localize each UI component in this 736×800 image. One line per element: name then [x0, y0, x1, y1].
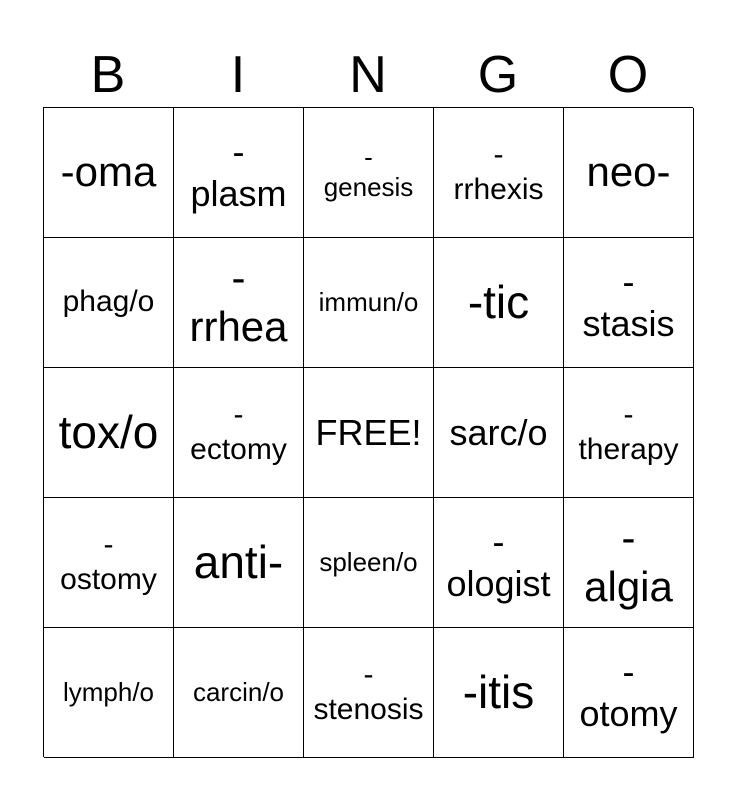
bingo-cell[interactable] [304, 108, 434, 238]
cell-label: anti- [193, 536, 284, 589]
cell-label: - plasm [190, 131, 287, 214]
cell-label: - rrhexis [453, 138, 544, 206]
header-letter-i: I [230, 46, 246, 104]
cell-label: lymph/o [62, 676, 155, 707]
bingo-cell[interactable] [564, 628, 694, 758]
header-letter-b: B [90, 46, 126, 104]
cell-label: - ologist [446, 521, 551, 604]
bingo-header [43, 44, 693, 106]
header-letter-o: O [607, 46, 649, 104]
cell-label: FREE! [315, 411, 422, 453]
cell-label: tox/o [58, 406, 159, 459]
cell-label: immun/o [318, 286, 419, 317]
cell-label: - rrhea [189, 254, 288, 350]
bingo-cell[interactable] [44, 108, 174, 238]
bingo-cell[interactable] [434, 368, 564, 498]
cell-label: - ectomy [190, 398, 287, 466]
bingo-cell[interactable] [304, 498, 434, 628]
cell-label: neo- [586, 148, 671, 196]
cell-label: -tic [467, 276, 530, 329]
cell-label: carcin/o [192, 676, 285, 707]
bingo-cell[interactable] [434, 108, 564, 238]
bingo-cell[interactable] [304, 238, 434, 368]
bingo-cell[interactable] [564, 108, 694, 238]
cell-label: - otomy [579, 651, 678, 734]
bingo-cell[interactable] [564, 238, 694, 368]
bingo-cell[interactable] [174, 238, 304, 368]
cell-label: phag/o [62, 285, 155, 319]
bingo-cell[interactable] [304, 368, 434, 498]
cell-label: - genesis [323, 141, 414, 202]
cell-label: -oma [60, 148, 157, 196]
cell-label: -itis [462, 666, 535, 719]
cell-label: - stenosis [313, 658, 424, 726]
bingo-cell[interactable] [434, 238, 564, 368]
header-letter-n: N [349, 46, 387, 104]
cell-label: - ostomy [60, 528, 157, 596]
bingo-cell[interactable] [434, 628, 564, 758]
bingo-cell[interactable] [44, 628, 174, 758]
cell-label: - stasis [582, 261, 675, 344]
bingo-cell[interactable] [564, 498, 694, 628]
header-letter-g: G [477, 46, 519, 104]
cell-label: - therapy [578, 398, 679, 466]
bingo-cell[interactable] [434, 498, 564, 628]
bingo-cell[interactable] [44, 238, 174, 368]
bingo-cell[interactable] [174, 498, 304, 628]
bingo-cell[interactable] [564, 368, 694, 498]
bingo-cell[interactable] [174, 628, 304, 758]
cell-label: sarc/o [449, 411, 548, 453]
cell-label: spleen/o [319, 546, 418, 577]
bingo-cell[interactable] [174, 108, 304, 238]
bingo-cell[interactable] [174, 368, 304, 498]
bingo-cell[interactable] [44, 498, 174, 628]
bingo-cell[interactable] [304, 628, 434, 758]
bingo-cell[interactable] [44, 368, 174, 498]
bingo-grid [43, 107, 693, 757]
cell-label: - algia [584, 514, 673, 610]
